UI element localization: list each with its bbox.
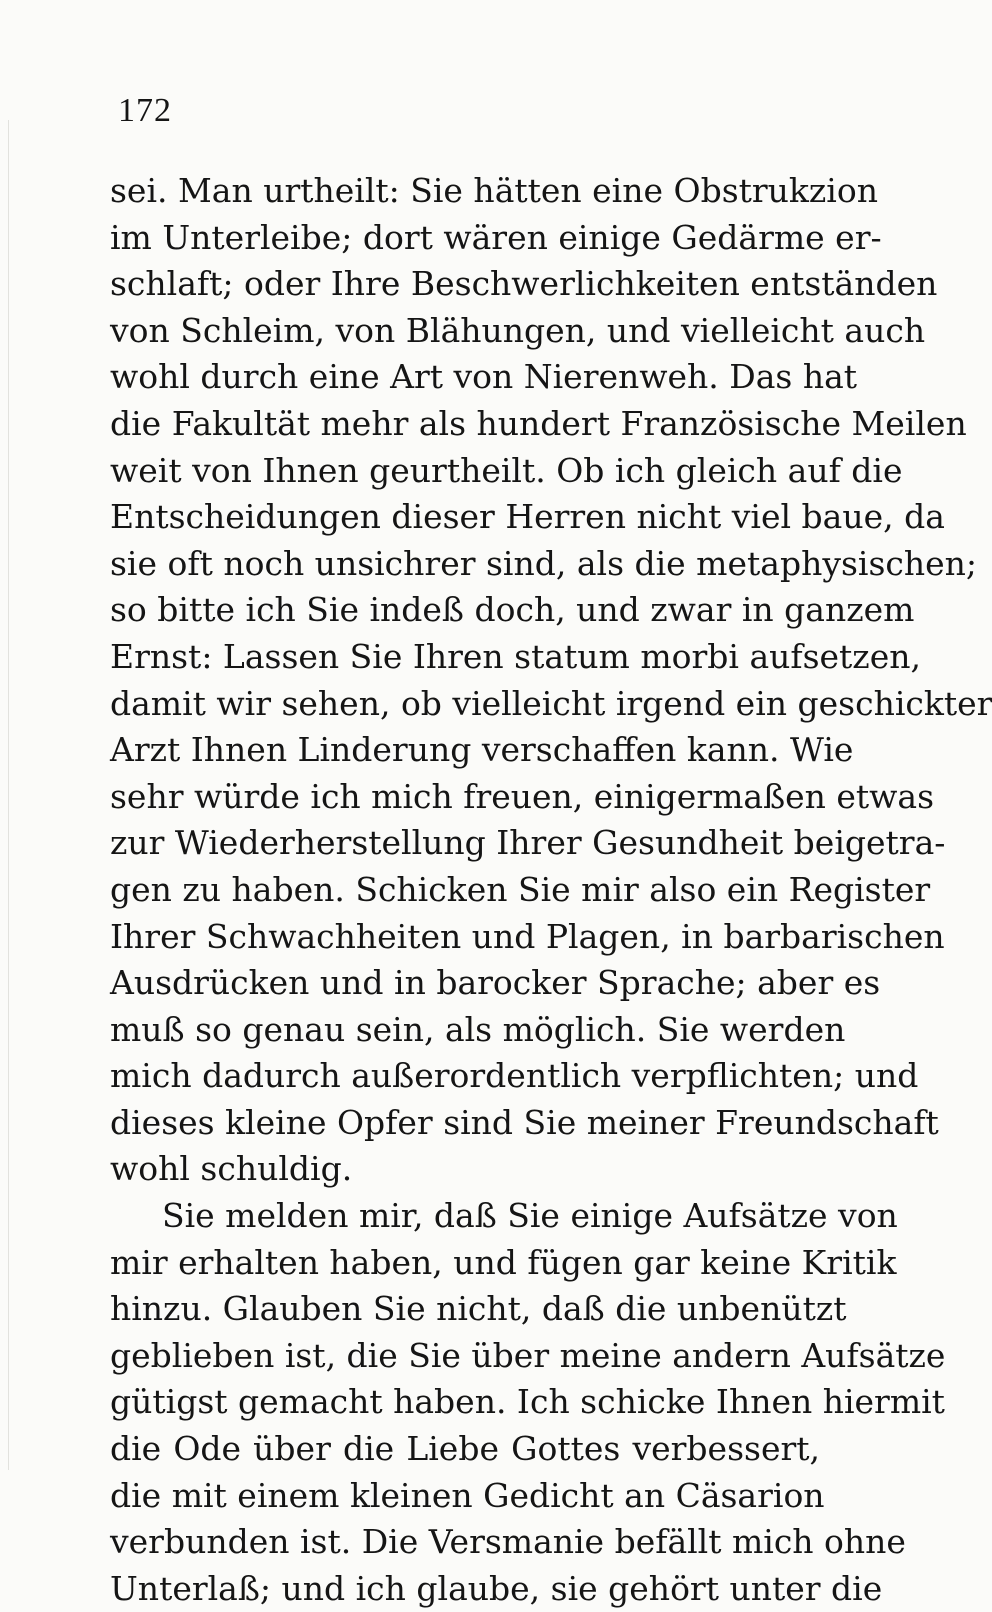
page-number: 172	[118, 92, 172, 129]
text-line: sei. Man urtheilt: Sie hätten eine Obstrukzion	[110, 171, 878, 210]
text-line: hinzu. Glauben Sie nicht, daß die unbenützt	[110, 1289, 847, 1329]
text-line: wohl schuldig.	[110, 1149, 353, 1189]
text-line: so bitte ich Sie indeß doch, und zwar in ganzem	[110, 590, 915, 630]
body-text	[110, 168, 992, 1612]
text-line: mich dadurch außerordentlich verpflichten; und	[110, 1056, 919, 1096]
text-line: Unterlaß; und ich glaube, sie gehört unter die	[110, 1568, 883, 1608]
text-line: Entscheidungen dieser Herren nicht viel baue, da	[110, 497, 945, 537]
text-line: Ihrer Schwachheiten und Plagen, in barbarischen	[110, 916, 945, 956]
text-line: im Unterleibe; dort wären einige Gedärme er-	[110, 217, 882, 257]
text-line: von Schleim, von Blähungen, und vielleicht auch	[110, 310, 926, 350]
text-line: Ausdrücken und in barocker Sprache; aber es	[110, 963, 881, 1003]
page-edge-shadow	[8, 120, 9, 1470]
text-line: verbunden ist. Die Versmanie befällt mich ohne	[110, 1522, 906, 1562]
text-line: gen zu haben. Schicken Sie mir also ein Register	[110, 869, 931, 909]
text-line: dieses kleine Opfer sind Sie meiner Freundschaft	[110, 1102, 939, 1142]
text-line: weit von Ihnen geurtheilt. Ob ich gleich auf die	[110, 450, 903, 490]
text-line: sie oft noch unsichrer sind, als die metaphysischen;	[110, 543, 978, 583]
text-line: damit wir sehen, ob vielleicht irgend ein geschickter	[110, 683, 992, 723]
text-line: Sie melden mir, daß Sie einige Aufsätze von	[162, 1196, 898, 1236]
text-line: die Ode über die Liebe Gottes verbessert,	[110, 1429, 820, 1469]
text-line: Arzt Ihnen Linderung verschaffen kann. Wie	[110, 730, 854, 770]
text-line: zur Wiederherstellung Ihrer Gesundheit beigetra-	[110, 823, 946, 863]
text-line: gütigst gemacht haben. Ich schicke Ihnen hiermit	[110, 1382, 945, 1422]
text-line: mir erhalten haben, und fügen gar keine Kritik	[110, 1242, 897, 1282]
text-line: die Fakultät mehr als hundert Französische Meilen	[110, 403, 967, 443]
text-line: muß so genau sein, als möglich. Sie werden	[110, 1009, 846, 1049]
text-line: geblieben ist, die Sie über meine andern Aufsätze	[110, 1335, 946, 1375]
text-line: Ernst: Lassen Sie Ihren statum morbi aufsetzen,	[110, 636, 921, 676]
text-line: die mit einem kleinen Gedicht an Cäsarion	[110, 1475, 825, 1515]
text-line: wohl durch eine Art von Nierenweh. Das hat	[110, 357, 858, 397]
text-line: sehr würde ich mich freuen, einigermaßen etwas	[110, 776, 935, 816]
text-line: schlaft; oder Ihre Beschwerlichkeiten entständen	[110, 264, 938, 304]
